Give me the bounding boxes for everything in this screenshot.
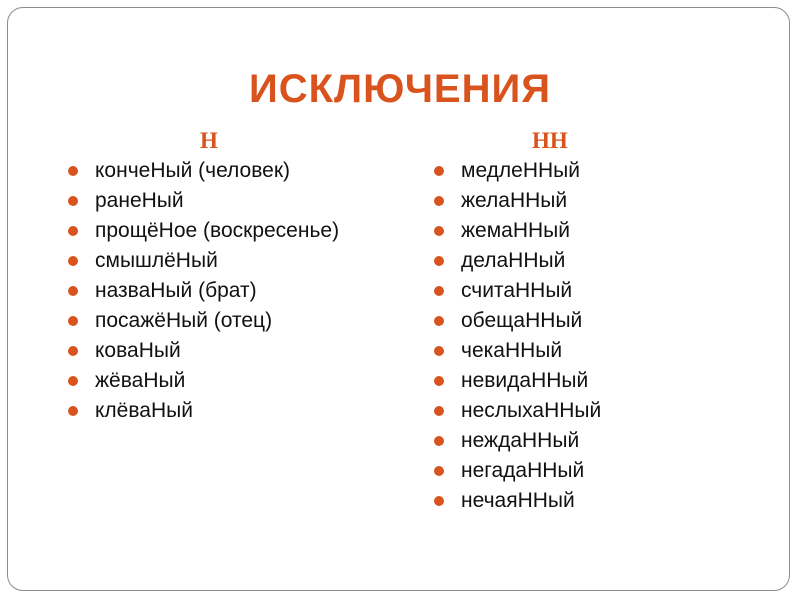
- bullet-icon: [434, 286, 444, 296]
- list-double-n: [434, 156, 601, 516]
- bullet-icon: [68, 166, 78, 176]
- bullet-icon: [434, 226, 444, 236]
- bullet-icon: [68, 346, 78, 356]
- bullet-icon: [434, 436, 444, 446]
- list-item: неслыхаННый: [434, 396, 601, 426]
- list-item: ранеНый: [68, 186, 339, 216]
- list-item: медлеННый: [434, 156, 601, 186]
- column-double-n: [434, 126, 601, 516]
- list-item: жёваНый: [68, 366, 339, 396]
- bullet-icon: [434, 316, 444, 326]
- bullet-icon: [68, 316, 78, 326]
- list-item: коваНый: [68, 336, 339, 366]
- list-item: невидаННый: [434, 366, 601, 396]
- column-heading-single-n: Н: [200, 128, 218, 153]
- list-item: жемаННый: [434, 216, 601, 246]
- bullet-icon: [68, 256, 78, 266]
- bullet-icon: [434, 376, 444, 386]
- list-item: обещаННый: [434, 306, 601, 336]
- bullet-icon: [434, 196, 444, 206]
- bullet-icon: [434, 166, 444, 176]
- bullet-icon: [434, 256, 444, 266]
- bullet-icon: [68, 376, 78, 386]
- list-item: делаННый: [434, 246, 601, 276]
- list-item: чекаННый: [434, 336, 601, 366]
- bullet-icon: [68, 196, 78, 206]
- list-item: желаННый: [434, 186, 601, 216]
- list-single-n: [68, 156, 339, 426]
- list-item: посажёНый (отец): [68, 306, 339, 336]
- list-item: нечаяННый: [434, 486, 601, 516]
- bullet-icon: [434, 466, 444, 476]
- bullet-icon: [68, 406, 78, 416]
- bullet-icon: [434, 496, 444, 506]
- list-item: назваНый (брат): [68, 276, 339, 306]
- bullet-icon: [434, 406, 444, 416]
- list-item: прощёНое (воскресенье): [68, 216, 339, 246]
- bullet-icon: [68, 286, 78, 296]
- list-item: клёваНый: [68, 396, 339, 426]
- slide-title: ИСКЛЮЧЕНИЯ: [248, 67, 551, 111]
- bullet-icon: [434, 346, 444, 356]
- list-item: считаННый: [434, 276, 601, 306]
- list-item: неждаННый: [434, 426, 601, 456]
- list-item: смышлёНый: [68, 246, 339, 276]
- bullet-icon: [68, 226, 78, 236]
- list-item: негадаННый: [434, 456, 601, 486]
- column-single-n: [68, 126, 339, 426]
- column-heading-double-n: НН: [532, 128, 568, 153]
- list-item: кончеНый (человек): [68, 156, 339, 186]
